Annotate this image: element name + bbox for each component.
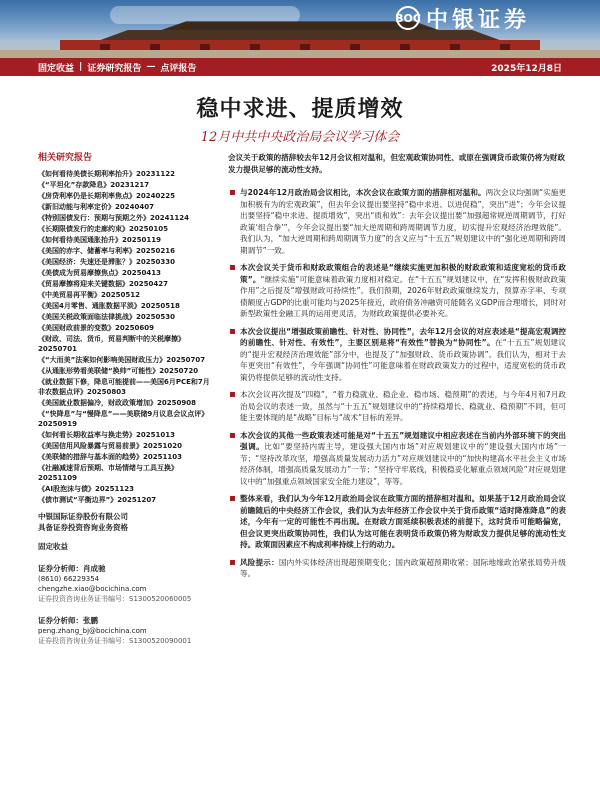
report-type-label: 证券研究报告 — [87, 63, 142, 74]
related-report-link[interactable]: 《新旧动能与利率定价》20240407 — [38, 203, 154, 211]
risk-warning-text: 国内外实体经济出现超预期变化；国内政策超预期收紧；国际地缘政治紧张局势升级等。 — [240, 557, 567, 578]
related-report-link[interactable]: 《社融减速背后预期、市场情绪与工具互换》20251109 — [38, 464, 178, 482]
related-report-link[interactable]: 《如何看待美债长期利率抬升》20231122 — [38, 170, 175, 178]
key-point — [228, 493, 566, 551]
report-subtype-label: 点评报告 — [160, 63, 197, 74]
fixed-income-label: 固定收益 — [38, 542, 68, 551]
related-report-link[interactable]: 《美国财政前景的变数》20250609 — [38, 324, 154, 332]
institution-qualification: 具备证券投资咨询业务资格 — [38, 523, 128, 532]
related-report-link[interactable]: 《美国就业数据偏冷，财政政策增加》20250908 — [38, 399, 196, 407]
analyst-phone: (8610) 66229354 — [38, 575, 100, 583]
analyst-name: 证券分析师：张鹏 — [38, 616, 98, 625]
key-point — [228, 326, 566, 384]
boc-logo-icon: BOC — [396, 6, 420, 30]
related-report-link[interactable]: 《美国4月零售、通胀数据平淡》20250518 — [38, 302, 180, 310]
key-point-text: 在“十五五”规划建议的“提升宏观经济治理效能”部分中，也提及了“加强财政、货币政策协调”。我们认为，相对于去年更突出“有效性”，今年强调“协同性”可能意味着在财政政策发力的过程中，适度宽松的货币政策仍将提供足够的流动性支持。 — [240, 338, 566, 382]
company-logo — [396, 4, 530, 32]
key-point — [228, 430, 566, 488]
risk-warning — [228, 557, 566, 580]
key-point-text: 比如“要坚持内需主导，建设强大国内市场”对应规划建议中的“建设强大国内市场”一节；“坚持改革攻坚，增强高质量发展动力活力”对应规划建议中的“加快构建高水平社会主义市场经济体制，增强高质量发展动力”一节；“坚持守牢底线，积极稳妥化解重点领域风险”对应规划建议中的“加强重点领域国家安全能力建设”，等等。 — [240, 442, 567, 486]
key-point-bold: 本次会议提出“增强政策前瞻性、针对性、协同性”，去年12月会议的对应表述是“提高宏观调控的前瞻性、针对性、有效性”，主要区别是将“有效性”替换为“协同性”。 — [240, 326, 566, 347]
key-point-bold: 与2024年12月政治局会议相比，本次会议在政策方面的措辞相对温和。 — [240, 188, 486, 197]
related-report-link[interactable]: 《贸易摩擦将迎来关键数据》20250427 — [38, 280, 168, 288]
related-report-link[interactable]: 《就业数据下修，降息可能提前——美国6月PCE和7月非农数据点评》20250803 — [38, 378, 210, 396]
related-report-link[interactable]: 《债市测试“平衡边界”》20251207 — [38, 496, 157, 504]
related-report-link[interactable]: 《财政、司法、货币，贸易判断中的关税摩擦》20250701 — [38, 335, 185, 353]
key-point — [228, 389, 566, 424]
analyst-email[interactable]: chengzhe.xiao@bocichina.com — [38, 585, 147, 593]
sidebar — [38, 150, 216, 646]
lead-summary: 会议关于政策的措辞较去年12月会议相对温和，但宏观政策协同性、或原在强调货币政策仍将为财政发力提供足够的流动性支持。 — [228, 153, 566, 174]
analyst-email[interactable]: peng.zhang_bj@bocichina.com — [38, 627, 147, 635]
related-report-link[interactable]: 《美联储的措辞与基本面的趋势》20251103 — [38, 453, 182, 461]
related-report-link[interactable]: 《如何看长期收益率与换走势》20251013 — [38, 431, 175, 439]
related-report-link[interactable]: 《美国信用风险暴露与贸易前景》20251020 — [38, 442, 182, 450]
related-reports-heading: 相关研究报告 — [38, 153, 93, 163]
logo-text: 中银证券 — [426, 7, 531, 33]
related-report-link[interactable]: 《AI股泡沫与债》20251123 — [38, 485, 134, 493]
key-point-bold: 整体来看，我们认为今年12月政治局会议在政策方面的措辞相对温和。如果基于12月政治局会议前瞻随后的中央经济工作会议，我们认为去年经济工作会议中关于货币政策“适时降准降息”的表述，今年有一定的可能性不再出现。在财政方面延续积极表述的前提下，这时货币可能略偏宽，但会议更突出政策协同性，我们认为这可能在表明货币政策仍将为财政发力提供足够的流动性支持。政策面因素应不构成利率持续上行的动力。 — [240, 494, 566, 549]
analyst-cert: 证券投资咨询业务证书编号：S1300520060005 — [38, 595, 192, 603]
related-report-link[interactable]: 《中美贸易再平衡》20250512 — [38, 291, 140, 299]
plaza-ground — [0, 50, 600, 58]
analyst-name: 证券分析师：肖成驰 — [38, 564, 106, 573]
risk-warning-label: 风险提示： — [240, 557, 279, 567]
related-report-link[interactable]: 《特别国债发行：预期与预期之外》20241124 — [38, 214, 189, 222]
key-point-bold: 本次会议关于货币和财政政策组合的表述是“继续实施更加积极的财政政策和适度宽松的货币政策”。 — [240, 263, 566, 284]
key-point-text: 本次会议再次提及“四稳”，“着力稳就业、稳企业、稳市场、稳预期”的表述，与今年4月和7月政治局会议的表述一致，虽然与“十五五”规划建议中的“持续稳增长、稳就业、稳预期”不同，但可能主要体现的是“战略”目标与“战术”目标的差异。 — [240, 390, 566, 422]
key-point-text: “继续实施”可能意味着政策力度相对稳定。在“十五五”规划建议中，在“发挥积极财政政策作用”之后提及“增强财政可持续性”。我们预期，2026年财政政策继续发力，预算赤字率、专项债额度占GDP的比重可能均与2025年接近，政府债务冲融资可能随名义GDP而合理增长，同时对新型政策性金融工具的运用更灵活，为财政政策提供必要补充。 — [240, 274, 566, 318]
key-point — [228, 187, 566, 256]
category-label: 固定收益 — [38, 63, 75, 74]
related-report-link[interactable]: 《美国关税政策面临法律挑战》20250530 — [38, 313, 175, 321]
report-date: 2025年12月8日 — [491, 63, 562, 74]
institution-name: 中银国际证券股份有限公司 — [38, 512, 128, 521]
institution-block — [38, 511, 216, 533]
related-reports-list — [38, 169, 216, 505]
page-subtitle: 12月中共中央政治局会议学习体会 — [200, 130, 400, 145]
analyst-block — [38, 616, 216, 646]
related-report-link[interactable]: 《如何看待美国通胀抬升》20250119 — [38, 236, 161, 244]
related-report-link[interactable]: 《“大而美”法案如何影响美国财政压力》20250707 — [38, 356, 206, 364]
key-point-text: 两次会议均强调“实施更加积极有为的宏观政策”，但去年会议提出要坚持“稳中求进、以进促稳”，突出“进”；今年会议提出要坚持“稳中求进、提质增效”，突出“质和效”：去年会议提出要“加强超常规逆周期调节，打好政策‘组合拳’”，今年会议提出要“加大逆周期和跨周期调节力度，切实提升宏观经济治理效能”。我们认为，“加大逆周期和跨周期调节力度”的含义应与“十五五”规划建议中的“强化逆周期和跨周期调节”一致。 — [240, 188, 566, 255]
key-point-bold: 本次会议的其他一些政策表述可能是对“十五五”规划建议中相应表述在当前内外部环境下的突出强调。 — [240, 430, 566, 451]
related-report-link[interactable]: 《“快降息”与“慢降息”——美联储9月议息会议点评》20250919 — [38, 410, 209, 428]
header-banner — [0, 0, 600, 58]
related-report-link[interactable]: 《房贷利率仍是长期利率焦点》20240225 — [38, 192, 175, 200]
related-report-link[interactable]: 《从通胀形势看美联储“换帅”可能性》20250720 — [38, 367, 199, 375]
analyst-block — [38, 564, 216, 604]
related-report-link[interactable]: 《美债成为贸易摩擦焦点》20250413 — [38, 269, 161, 277]
related-report-link[interactable]: 《美国的赤字、储蓄率与利率》20250216 — [38, 247, 175, 255]
related-report-link[interactable]: 《美国经济：失速还是滞胀？》20250330 — [38, 258, 175, 266]
page-title: 稳中求进、提质增效 — [196, 96, 404, 122]
analyst-cert: 证券投资咨询业务证书编号：S1300520090001 — [38, 637, 192, 645]
cloud-decoration — [110, 6, 300, 24]
related-report-link[interactable]: 《“平坦化”存款降息》20231217 — [38, 181, 150, 189]
main-body — [228, 152, 566, 586]
related-report-link[interactable]: 《长期限债发行的走廊约束》20250105 — [38, 225, 168, 233]
key-point — [228, 262, 566, 320]
report-info-bar: 固定收益 | 证券研究报告 — 点评报告 2025年12月8日 — [0, 58, 600, 76]
